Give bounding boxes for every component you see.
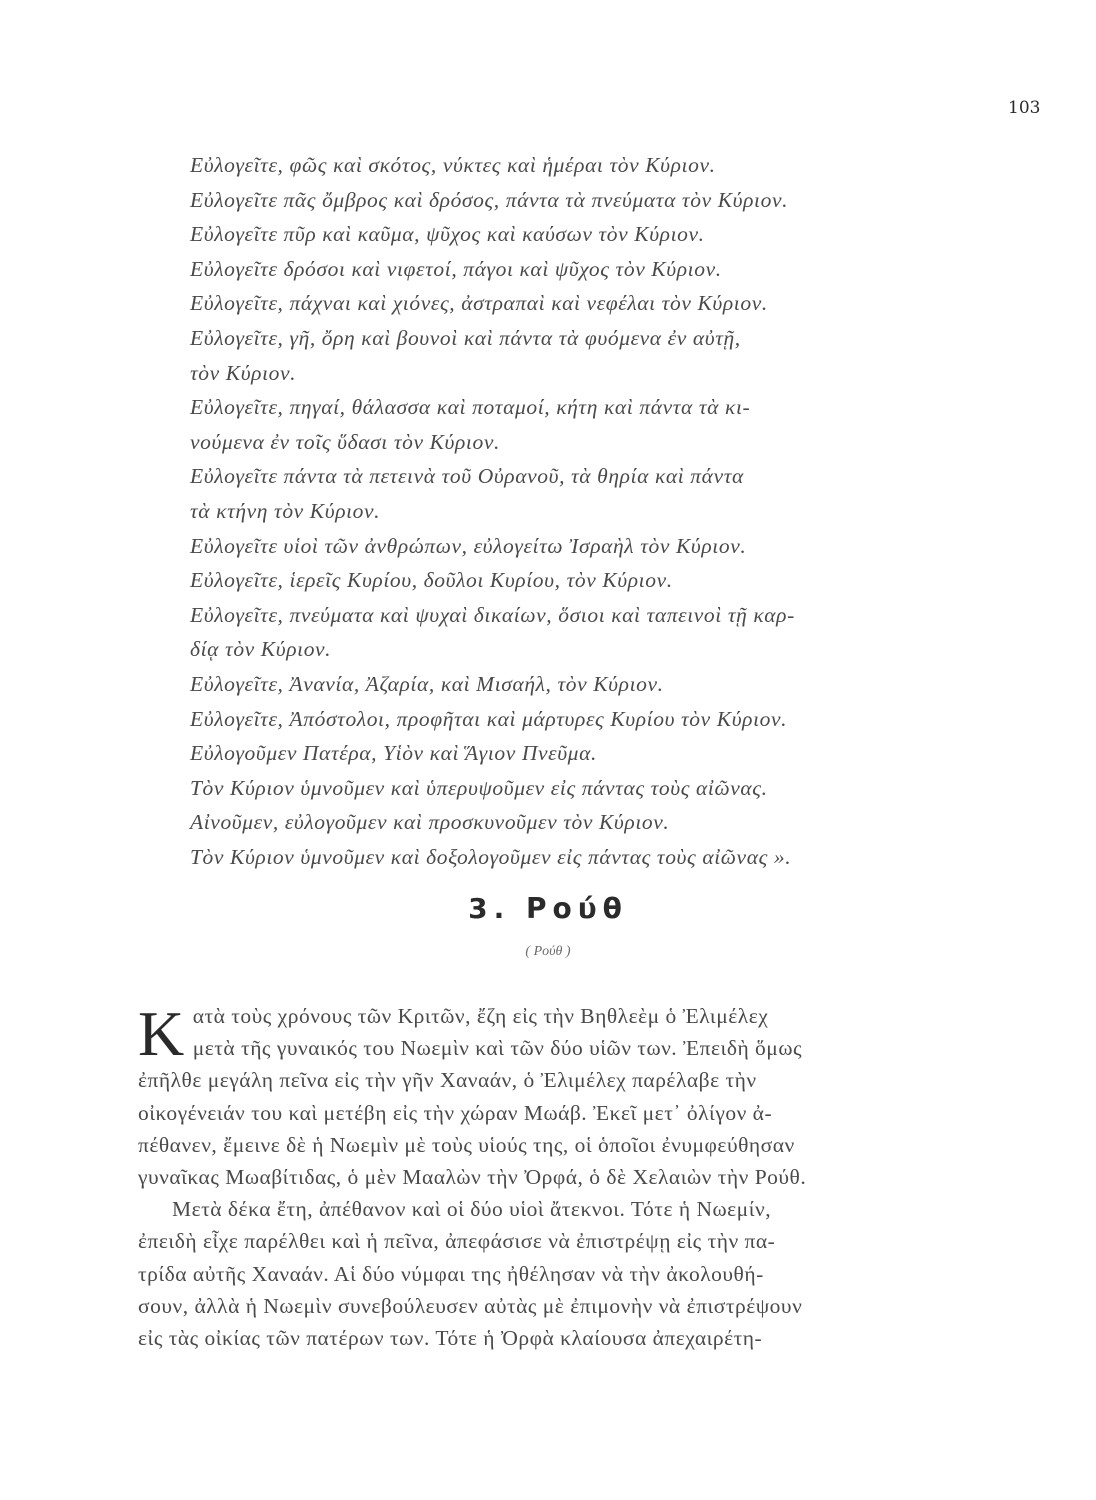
section-subtitle: ( Ρούθ ) bbox=[525, 944, 571, 959]
hymn-line: Τὸν Κύριον ὑμνοῦμεν καὶ δοξολογοῦμεν εἰς πάντας τοὺς αἰῶνας ». bbox=[190, 844, 792, 869]
drop-cap: Κ bbox=[138, 998, 185, 1069]
section-title: 3. Ρούθ bbox=[468, 892, 628, 925]
hymn-line: Εὐλογεῖτε, πάχναι καὶ χιόνες, ἀστραπαὶ καὶ νεφέλαι τὸν Κύριον. bbox=[190, 291, 768, 316]
hymn-line: δίᾳ τὸν Κύριον. bbox=[190, 637, 332, 662]
hymn-line: Εὐλογεῖτε, Ἀπόστολοι, προφῆται καὶ μάρτυρες Κυρίου τὸν Κύριον. bbox=[190, 706, 788, 731]
story-line: ἐπειδὴ εἶχε παρέλθει καὶ ἡ πεῖνα, ἀπεφάσισε νὰ ἐπιστρέψῃ εἰς τὴν πα- bbox=[138, 1229, 776, 1254]
hymn-line: Εὐλογοῦμεν Πατέρα, Υἱὸν καὶ Ἅγιον Πνεῦμα. bbox=[190, 741, 597, 766]
hymn-text bbox=[190, 148, 950, 874]
page-number: 103 bbox=[1008, 98, 1041, 118]
hymn-line: Εὐλογεῖτε υἱοὶ τῶν ἀνθρώπων, εὐλογείτω Ἰσραὴλ τὸν Κύριον. bbox=[190, 533, 747, 558]
hymn-line: τὸν Κύριον. bbox=[190, 360, 297, 385]
story-line: μετὰ τῆς γυναικός του Νωεμὶν καὶ τῶν δύο υἱῶν των. Ἐπειδὴ ὅμως bbox=[192, 1036, 803, 1061]
hymn-line: Εὐλογεῖτε πᾶς ὄμβρος καὶ δρόσος, πάντα τὰ πνεύματα τὸν Κύριον. bbox=[190, 187, 789, 212]
hymn-line: Αἰνοῦμεν, εὐλογοῦμεν καὶ προσκυνοῦμεν τὸν Κύριον. bbox=[190, 810, 670, 835]
story-line: ατὰ τοὺς χρόνους τῶν Κριτῶν, ἔζη εἰς τὴν Βηθλεὲμ ὁ Ἐλιμέλεχ bbox=[192, 1004, 769, 1028]
hymn-line: Εὐλογεῖτε, γῆ, ὄρη καὶ βουνοὶ καὶ πάντα τὰ φυόμενα ἐν αὐτῇ, bbox=[190, 325, 741, 350]
story-line: Μετὰ δέκα ἔτη, ἀπέθανον καὶ οἱ δύο υἱοὶ ἄτεκνοι. Τότε ἡ Νωεμίν, bbox=[172, 1197, 772, 1222]
hymn-line: Εὐλογεῖτε, φῶς καὶ σκότος, νύκτες καὶ ἡμέραι τὸν Κύριον. bbox=[190, 153, 716, 177]
hymn-line: Εὐλογεῖτε πῦρ καὶ καῦμα, ψῦχος καὶ καύσων τὸν Κύριον. bbox=[190, 222, 705, 247]
story-line: πέθανεν, ἔμεινε δὲ ἡ Νωεμὶν μὲ τοὺς υἱούς της, οἱ ὁποῖοι ἐνυμφεύθησαν bbox=[138, 1132, 795, 1157]
hymn-line: τὰ κτήνη τὸν Κύριον. bbox=[190, 498, 381, 523]
story-line: τρίδα αὐτῆς Χαναάν. Αἱ δύο νύμφαι της ἠθέλησαν νὰ τὴν ἀκολουθή- bbox=[138, 1261, 764, 1286]
story-line: οἰκογένειάν του καὶ μετέβη εἰς τὴν χώραν Μωάβ. Ἐκεῖ μετ᾽ ὀλίγον ἀ- bbox=[138, 1100, 773, 1125]
hymn-line: Τὸν Κύριον ὑμνοῦμεν καὶ ὑπερυψοῦμεν εἰς πάντας τοὺς αἰῶνας. bbox=[190, 775, 768, 800]
story-line: ἐπῆλθε μεγάλη πεῖνα εἰς τὴν γῆν Χαναάν, ὁ Ἐλιμέλεχ παρέλαβε τὴν bbox=[138, 1068, 757, 1093]
hymn-line: Εὐλογεῖτε, Ἀνανία, Ἀζαρία, καὶ Μισαήλ, τὸν Κύριον. bbox=[190, 671, 664, 696]
story-text bbox=[138, 1000, 958, 1354]
story-line: εἰς τὰς οἰκίας τῶν πατέρων των. Τότε ἡ Ὀρφὰ κλαίουσα ἀπεχαιρέτη- bbox=[138, 1326, 763, 1351]
dropcap-lines bbox=[138, 998, 958, 1069]
hymn-line: νούμενα ἐν τοῖς ὕδασι τὸν Κύριον. bbox=[190, 429, 500, 454]
hymn-line: Εὐλογεῖτε πάντα τὰ πετεινὰ τοῦ Οὐρανοῦ, τὰ θηρία καὶ πάντα bbox=[190, 464, 744, 489]
hymn-line: Εὐλογεῖτε δρόσοι καὶ νιφετοί, πάγοι καὶ ψῦχος τὸν Κύριον. bbox=[190, 256, 722, 281]
hymn-line: Εὐλογεῖτε, ἱερεῖς Κυρίου, δοῦλοι Κυρίου, τὸν Κύριον. bbox=[190, 568, 673, 593]
story-line: σουν, ἀλλὰ ἡ Νωεμὶν συνεβούλευσεν αὐτὰς μὲ ἐπιμονὴν νὰ ἐπιστρέψουν bbox=[138, 1293, 803, 1318]
hymn-line: Εὐλογεῖτε, πηγαί, θάλασσα καὶ ποταμοί, κήτη καὶ πάντα τὰ κι- bbox=[190, 395, 751, 420]
hymn-line: Εὐλογεῖτε, πνεύματα καὶ ψυχαὶ δικαίων, ὅσιοι καὶ ταπεινοὶ τῇ καρ- bbox=[190, 602, 795, 627]
story-line: γυναῖκας Μωαβίτιδας, ὁ μὲν Μααλὼν τὴν Ὀρφά, ὁ δὲ Χελαιὼν τὴν Ρούθ. bbox=[138, 1165, 807, 1190]
